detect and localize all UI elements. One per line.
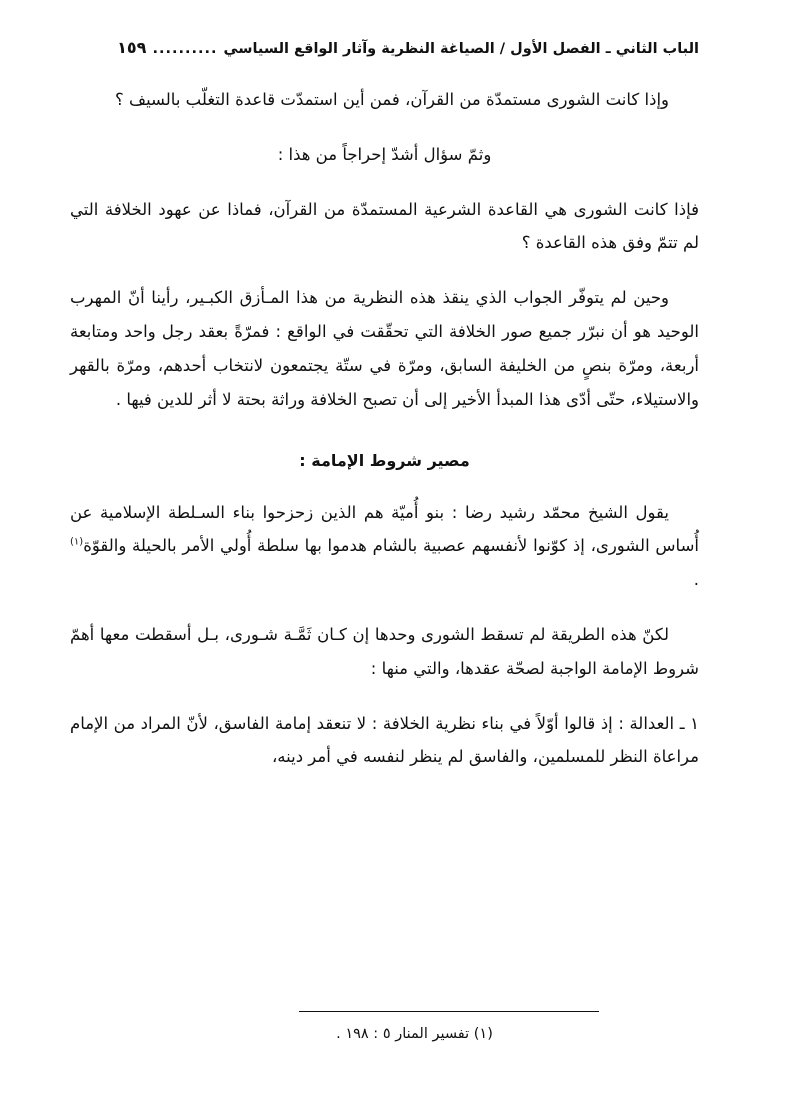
paragraph-with-footnote	[70, 496, 699, 597]
paragraph: ١ ـ العدالة : إذ قالوا أوّلاً في بناء نظرية الخلافة : لا تنعقد إمامة الفاسق، لأنّ المراد من الإمام مراعاة النظر للمسلمين، والفاسق لم ينظر لنفسه في أمر دينه،	[70, 713, 699, 767]
paragraph: وإذا كانت الشورى مستمدّة من القرآن، فمن أين استمدّت قاعدة التغلّب بالسيف ؟	[114, 90, 669, 109]
footnote-reference[interactable]: (١)	[70, 536, 84, 548]
header-leader-dots: ..........	[152, 41, 218, 57]
paragraph: لكنّ هذه الطريقة لم تسقط الشورى وحدها إن كـان ثَمَّـة شـورى، بـل أسقطت معها أهمّ شروط الإمامة الواجبة لصحّة عقدها، والتي منها :	[70, 624, 699, 678]
paragraph-tail: .	[693, 570, 699, 590]
paragraph: وثمّ سؤال أشدّ إحراجاً من هذا :	[277, 144, 492, 164]
paragraph: فإذا كانت الشورى هي القاعدة الشرعية المستمدّة من القرآن، فماذا عن عهود الخلافة التي لم تتمّ وفق هذه القاعدة ؟	[70, 199, 699, 253]
footnote-text: (١) تفسير المنار ٥ : ١٩٨ .	[336, 1026, 493, 1043]
page-number: ١٥٩	[117, 38, 147, 57]
running-header	[70, 38, 699, 57]
footnote-zone	[70, 1011, 699, 1047]
paragraph: وحين لم يتوفّر الجواب الذي ينقذ هذه النظرية من هذا المـأزق الكبـير، رأينا أنّ المهرب الوحيد هو أن نبرّر جميع صور الخلافة التي تحقّقت في الواقع : فمرّةً بعقد رجل واحد ومتابعة أربعة، ومرّة بنصٍ من الخليفة السابق، ومرّة في ستّة يجتمعون لانتخاب أحدهم، ومرّة بالقهر والاستيلاء، حتّى أدّى هذا المبدأ الأخير إلى أن تصبح الخلافة وراثة بحتة لا أثر للدين فيها .	[70, 288, 699, 409]
body-text	[70, 83, 699, 774]
section-subheading: مصير شروط الإمامة :	[299, 450, 470, 470]
footnote-separator-rule	[299, 1011, 599, 1012]
paragraph-text: يقول الشيخ محمّد رشيد رضا : بنو أُميّة هم الذين زحزحوا بناء السـلطة الإسلامية عن أُساس الشورى، إذ كوّنوا لأنفسهم عصبية بالشام هدموا بها سلطة أُولي الأمر بالحيلة والقوّة	[70, 502, 699, 556]
header-chapter-title: الباب الثاني ـ الفصل الأول / الصياغة النظرية وآثار الواقع السياسي	[223, 41, 699, 57]
